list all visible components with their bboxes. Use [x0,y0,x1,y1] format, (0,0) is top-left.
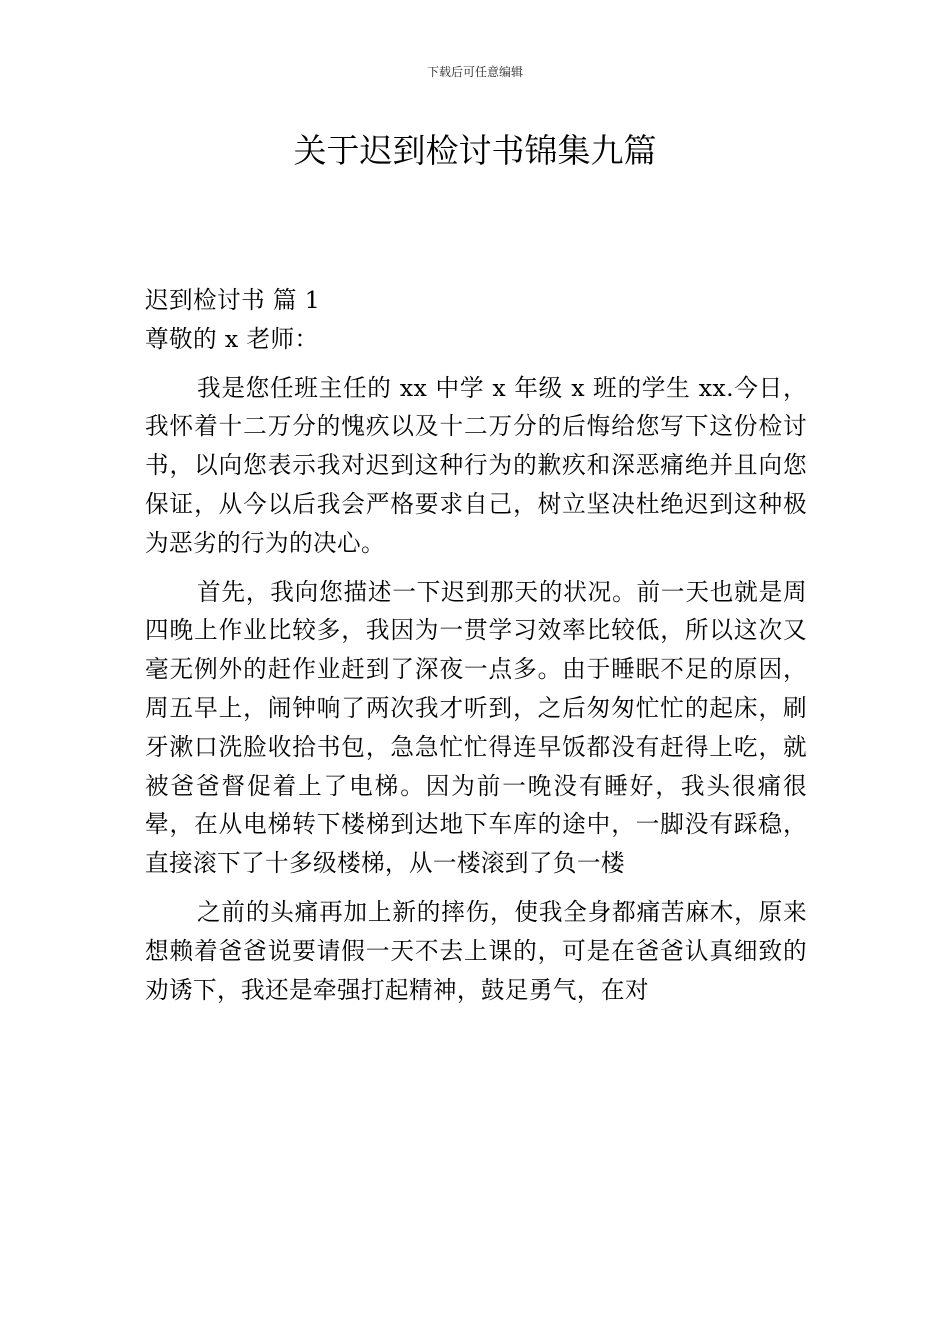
body-paragraph-1: 我是您任班主任的 xx 中学 x 年级 x 班的学生 xx.今日，我怀着十二万分的愧疚以及十二万分的后悔给您写下这份检讨书，以向您表示我对迟到这种行为的歉疚和深恶痛绝并且向您保证，从今以后我会严格要求自己，树立坚决杜绝迟到这种极为恶劣的行为的决心。 [145,373,807,557]
body-paragraph-2: 首先，我向您描述一下迟到那天的状况。前一天也就是周四晚上作业比较多，我因为一贯学习效率比较低，所以这次又毫无例外的赶作业赶到了深夜一点多。由于睡眠不足的原因，周五早上，闹钟响了两次我才听到，之后匆匆忙忙的起床，刷牙漱口洗脸收拾书包，急急忙忙得连早饭都没有赶得上吃，就被爸爸督促着上了电梯。因为前一晚没有睡好，我头很痛很晕，在从电梯转下楼梯到达地下车库的途中，一脚没有踩稳，直接滚下了十多级楼梯，从一楼滚到了负一楼 [145,577,807,878]
section-heading: 迟到检讨书 篇 1 [145,286,321,314]
salutation: 尊敬的 x 老师： [145,324,319,353]
header-note: 下载后可任意编辑 [426,65,523,79]
document-title: 关于迟到检讨书锦集九篇 [293,131,657,170]
document-body [145,281,807,1019]
body-paragraph-3: 之前的头痛再加上新的摔伤，使我全身都痛苦麻木，原来想赖着爸爸说要请假一天不去上课的，可是在爸爸认真细致的劝诱下，我还是牵强打起精神，鼓足勇气，在对 [145,897,807,1004]
